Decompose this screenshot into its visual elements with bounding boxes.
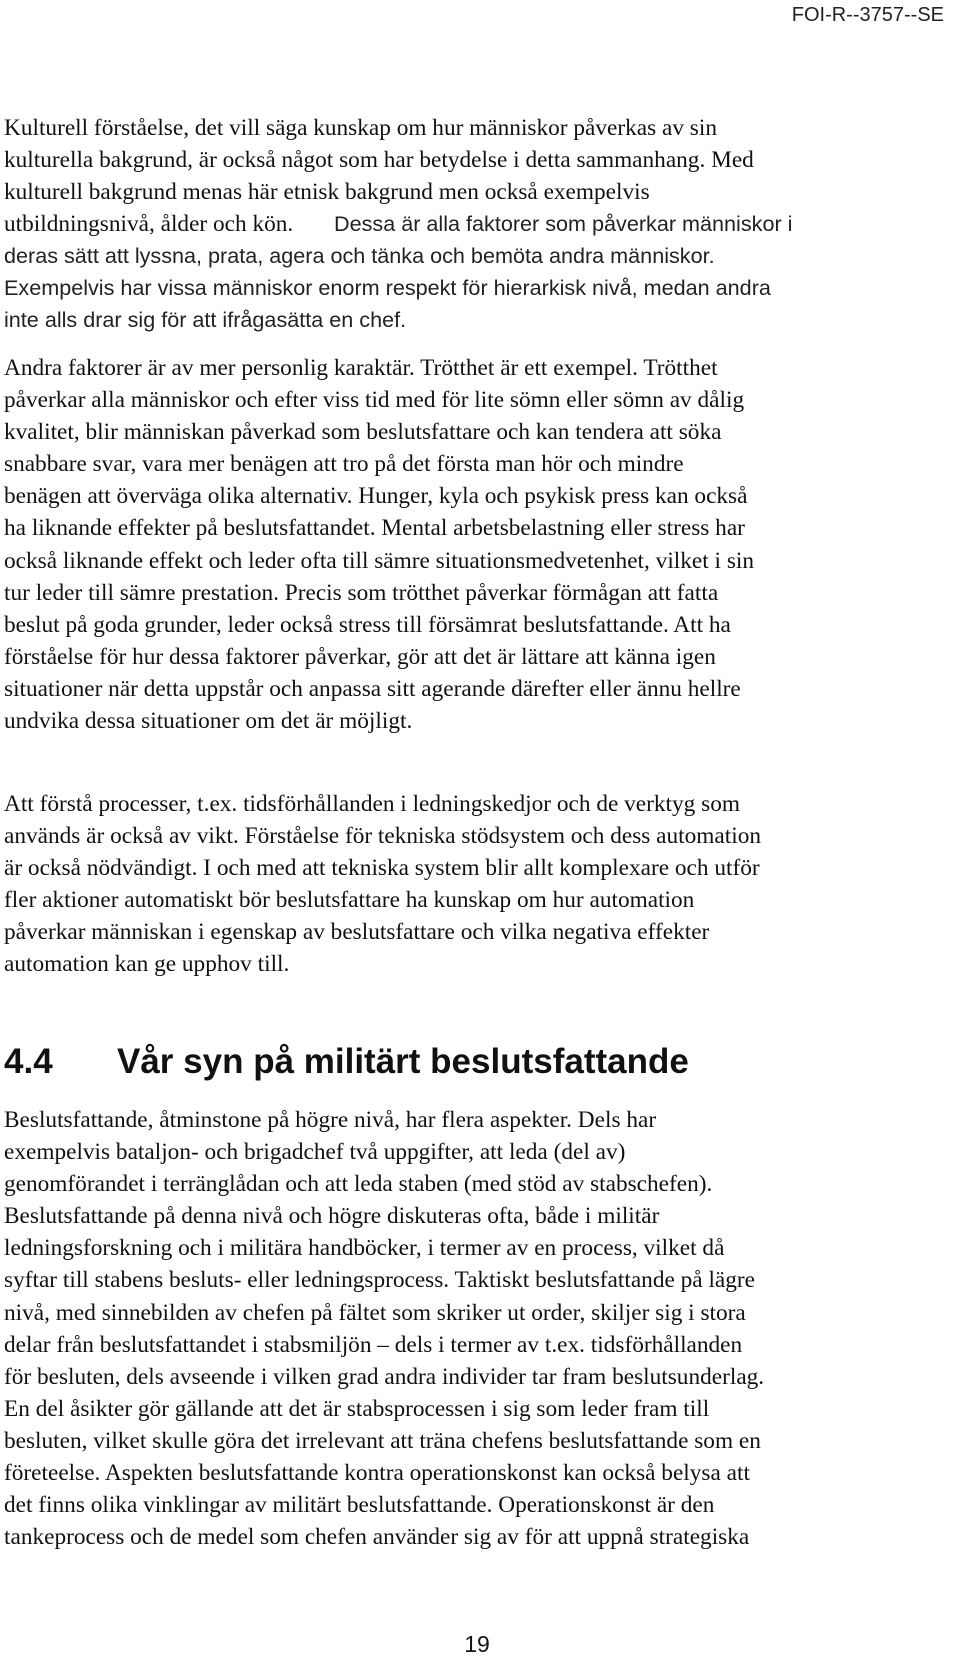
paragraph-cultural-factors-text: Dessa är alla faktorer som påverkar människor i deras sätt att lyssna, prata, agera och tänka och bemöta andra människor. Exempelvis har vissa människor enorm respekt för hierarkisk nivå, medan andra inte alls drar sig för att ifrågasätta en chef. — [4, 211, 793, 333]
paragraph-personal-factors: Andra faktorer är av mer personlig karaktär. Trötthet är ett exempel. Trötthet påverkar alla människor och efter viss tid med för lite sömn eller sömn av dålig kvalitet, blir människan påverkad som beslutsfattare och kan tendera att söka snabbare svar, vara mer benägen att tro på det första man hör och mindre benägen att överväga olika alternativ. Hunger, kyla och psykisk press kan också ha liknande effekter på beslutsfattandet. Mental arbetsbelastning eller stress har också liknande effekt och leder ofta till sämre situationsmedvetenhet, vilket i sin tur leder till sämre prestation. Precis som trötthet påverkar förmågan att fatta beslut på goda grunder, leder också stress till försämrat beslutsfattande. Att ha förståelse för hur dessa faktorer påverkar, gör att det är lättare att känna igen situationer när detta uppstår och anpassa sitt agerande därefter eller ännu hellre undvika dessa situationer om det är möjligt. — [4, 355, 755, 735]
section-heading — [4, 1040, 689, 1084]
page-number: 19 — [464, 1631, 490, 1657]
paragraph-cultural-understanding: Kulturell förståelse, det vill säga kunskap om hur människor påverkas av sin kulturella bakgrund, är också något som har betydelse i detta sammanhang. Med kulturell bakgrund menas här etnisk bakgrund men också exempelvis utbildningsnivå, ålder och kön. — [4, 115, 754, 238]
paragraph-military-decision-making: Beslutsfattande, åtminstone på högre nivå, har flera aspekter. Dels har exempelvis bataljon- och brigadchef två uppgifter, att leda (del av) genomförandet i terränglådan och att leda staben (med stöd av stabschefen). Beslutsfattande på denna nivå och högre diskuteras ofta, både i militär ledningsforskning och i militära handböcker, i termer av en process, vilket då syftar till stabens besluts- eller ledningsprocess. Taktiskt beslutsfattande på lägre nivå, med sinnebilden av chefen på fältet som skriker ut order, skiljer sig i stora delar från beslutsfattandet i stabsmiljön – dels i termer av t.ex. tidsförhållanden för besluten, dels avseende i vilken grad andra individer tar fram beslutsunderlag. En del åsikter gör gällande att det är stabsprocessen i sig som leder fram till besluten, vilket skulle göra det irrelevant att träna chefens beslutsfattande som en företeelse. Aspekten beslutsfattande kontra operationskonst kan också belysa att det finns olika vinklingar av militärt beslutsfattande. Operationskonst är den tankeprocess och de medel som chefen använder sig av för att uppnå strategiska — [4, 1107, 765, 1551]
section-title: Vår syn på militärt beslutsfattande — [117, 1042, 689, 1081]
paragraph-cultural-factors-sans — [4, 208, 954, 336]
report-id: FOI-R--3757--SE — [791, 4, 944, 26]
section-number: 4.4 — [4, 1042, 53, 1081]
paragraph-processes: Att förstå processer, t.ex. tidsförhållanden i ledningskedjor och de verktyg som används är också av vikt. Förståelse för tekniska stödsystem och dess automation är också nödvändigt. I och med att tekniska system blir allt komplexare och utför fler aktioner automatiskt bör beslutsfattare ha kunskap om hur automation påverkar människan i egenskap av beslutsfattare och vilka negativa effekter automation kan ge upphov till. — [4, 791, 761, 978]
